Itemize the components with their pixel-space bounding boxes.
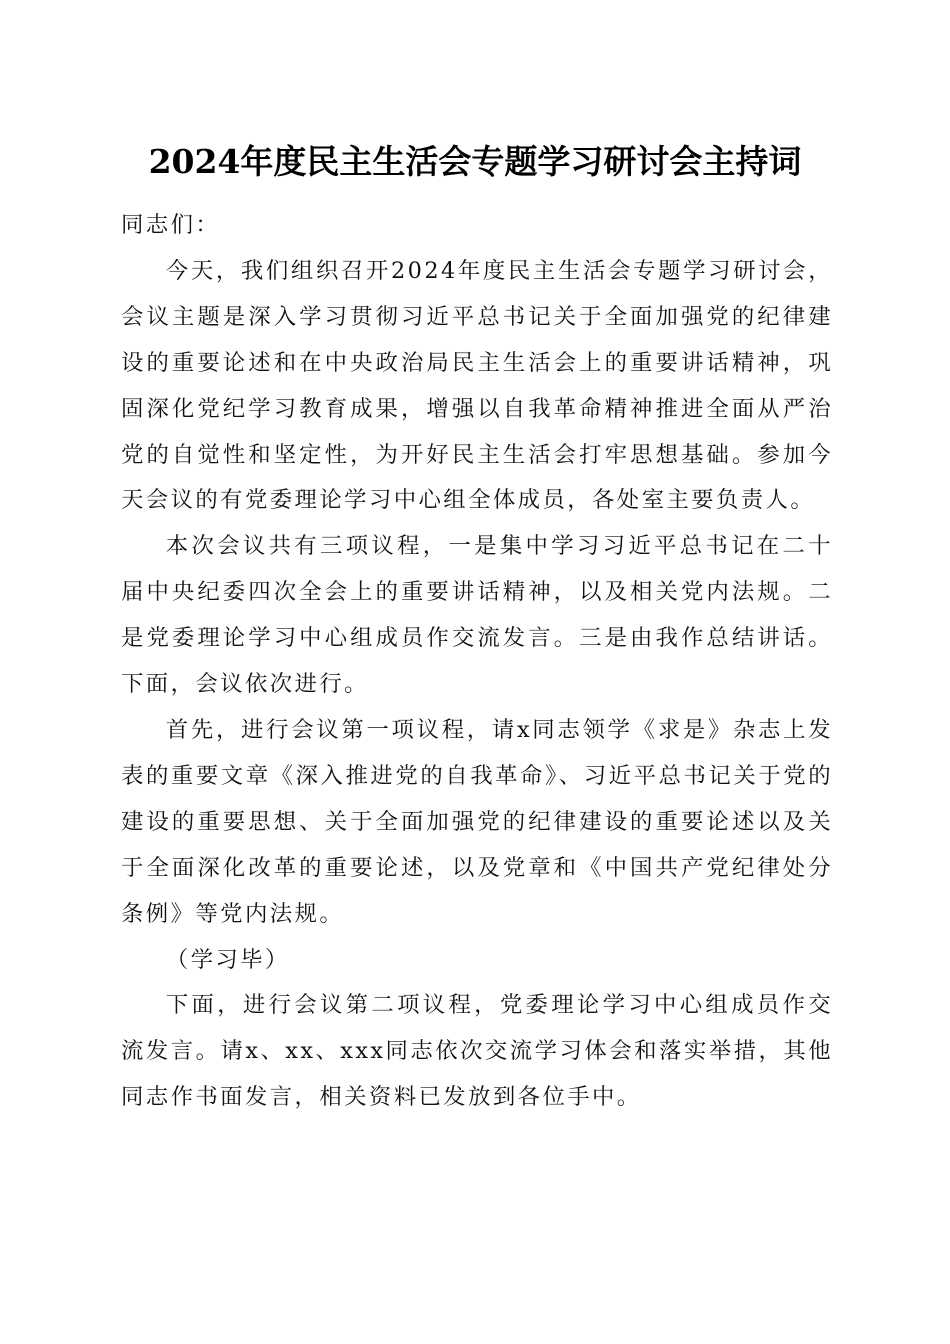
paragraph-agenda: 本次会议共有三项议程，一是集中学习习近平总书记在二十届中央纪委四次全会上的重要讲话精神，以及相关党内法规。二是党委理论学习中心组成员作交流发言。三是由我作总结讲话。下面，会议依次进行。 — [121, 533, 833, 698]
paragraph-opening: 今天，我们组织召开2024年度民主生活会专题学习研讨会，会议主题是深入学习贯彻习近平总书记关于全面加强党的纪律建设的重要论述和在中央政治局民主生活会上的重要讲话精神，巩固深化党纪学习教育成果，增强以自我革命精神推进全面从严治党的自觉性和坚定性，为开好民主生活会打牢思想基础。参加今天会议的有党委理论学习中心组全体成员，各处室主要负责人。 — [121, 257, 833, 514]
paragraph-second-item: 下面，进行会议第二项议程，党委理论学习中心组成员作交流发言。请x、xx、xxx同志依次交流学习体会和落实举措，其他同志作书面发言，相关资料已发放到各位手中。 — [121, 992, 833, 1111]
salutation: 同志们： — [121, 212, 221, 238]
document-title: 2024年度民主生活会专题学习研讨会主持词 — [148, 142, 802, 181]
paragraph-first-item: 首先，进行会议第一项议程，请x同志领学《求是》杂志上发表的重要文章《深入推进党的自我革命》、习近平总书记关于党的建设的重要思想、关于全面加强党的纪律建设的重要论述以及关于全面深化改革的重要论述，以及党章和《中国共产党纪律处分条例》等党内法规。 — [121, 716, 833, 927]
study-complete-note: （学习毕） — [165, 946, 290, 973]
document-body — [121, 203, 833, 1121]
